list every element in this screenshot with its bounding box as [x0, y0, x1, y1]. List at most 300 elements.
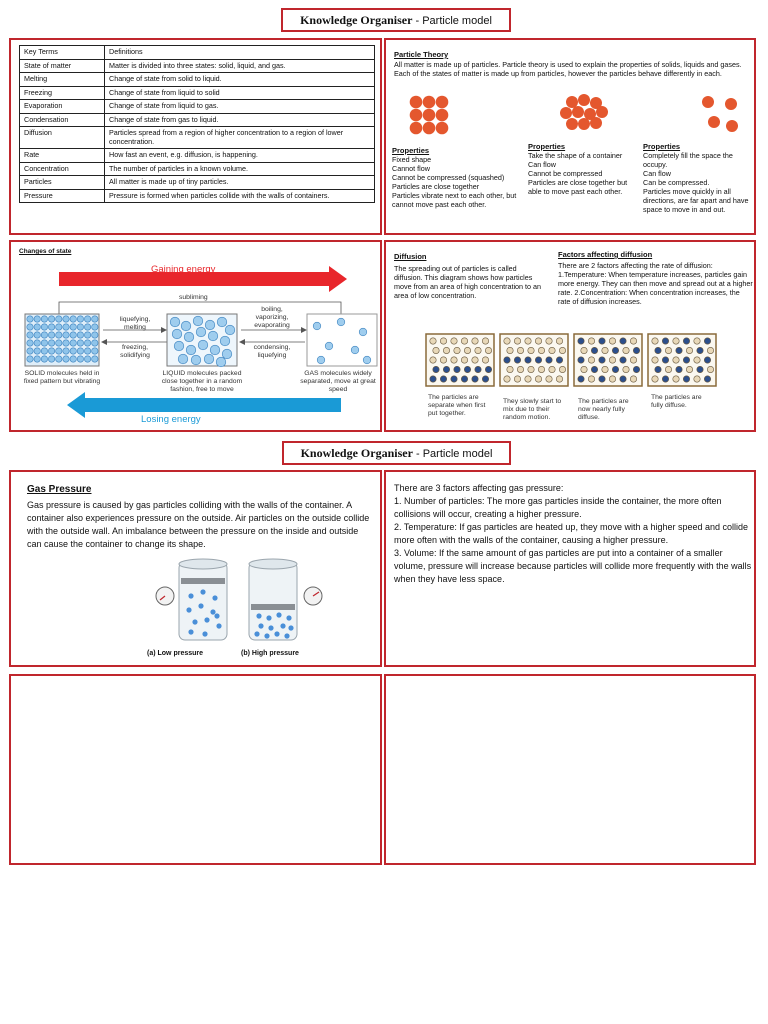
table-row — [20, 73, 375, 87]
particle — [217, 317, 227, 327]
diffusion-factors-heading: Factors affecting diffusion — [558, 250, 653, 259]
particle — [84, 348, 90, 354]
particle — [410, 96, 423, 109]
gas-pressure-text: Gas pressure is caused by gas particles colliding with the walls of the container. A container also experiences pressure on the outside. Air particles on the outside collide with the outside wall. An imbalance between the pressure on the inside and outside can cause the container to change its shape. — [27, 500, 370, 549]
particle — [186, 607, 191, 612]
particle — [208, 331, 218, 341]
particle — [464, 347, 470, 353]
particle — [70, 340, 76, 346]
term: State of matter — [20, 59, 105, 73]
particle — [556, 376, 562, 382]
particle — [423, 96, 436, 109]
term: Melting — [20, 73, 105, 87]
particle — [317, 356, 325, 364]
particle-theory-panel — [384, 38, 756, 235]
particle — [77, 340, 83, 346]
gas-particles-icon — [702, 96, 738, 132]
particle — [258, 623, 263, 628]
gas-pressure-heading: Gas Pressure — [27, 484, 92, 495]
diffusion-caption: The particles are fully diffuse. — [651, 394, 702, 409]
term: Condensation — [20, 113, 105, 127]
particle — [48, 324, 54, 330]
particle — [70, 324, 76, 330]
particle — [193, 316, 203, 326]
particle — [602, 366, 608, 372]
particle — [572, 106, 584, 118]
losing-energy-arrow — [67, 392, 341, 418]
table-row — [20, 59, 375, 73]
particle — [198, 340, 208, 350]
particle — [588, 338, 594, 344]
particle — [662, 357, 668, 363]
key-terms-panel — [9, 38, 382, 235]
particle — [430, 357, 436, 363]
particle — [172, 329, 182, 339]
gaining-energy-label: Gaining energy — [151, 264, 216, 275]
particle — [174, 341, 184, 351]
particle — [538, 347, 544, 353]
particle — [630, 338, 636, 344]
definition: Pressure is formed when particles collide with the walls of containers. — [105, 189, 375, 203]
particle — [84, 340, 90, 346]
particle — [202, 631, 207, 636]
term: Pressure — [20, 189, 105, 203]
particle — [726, 120, 738, 132]
particle — [188, 593, 193, 598]
particle — [546, 338, 552, 344]
table-row — [20, 100, 375, 114]
particle — [599, 357, 605, 363]
particle — [436, 122, 449, 135]
particle — [286, 615, 291, 620]
particle — [84, 324, 90, 330]
particle — [63, 316, 69, 322]
particle — [56, 340, 62, 346]
definition: Matter is divided into three states: solid, liquid, and gas. — [105, 59, 375, 73]
particle — [34, 348, 40, 354]
changes-of-state-heading: Changes of state — [19, 248, 72, 255]
particle — [92, 316, 98, 322]
definition: Change of state from liquid to gas. — [105, 100, 375, 114]
boiling-label: boiling, vaporizing, evaporating — [254, 306, 290, 329]
page2-title: Knowledge Organiser - Particle model — [282, 441, 511, 465]
table-row — [20, 149, 375, 163]
definition: How fast an event, e.g. diffusion, is happening. — [105, 149, 375, 163]
particle — [546, 357, 552, 363]
particle — [440, 376, 446, 382]
losing-energy-label: Losing energy — [141, 414, 201, 425]
particle — [27, 348, 33, 354]
particle — [436, 109, 449, 122]
particle — [34, 324, 40, 330]
liquid-caption: LIQUID molecules packed close together in a random fashion, free to move — [161, 370, 243, 393]
freezing-solidifying-label: freezing, solidifying — [120, 344, 150, 359]
particle — [472, 338, 478, 344]
particle — [683, 376, 689, 382]
particle — [704, 357, 710, 363]
particle — [673, 338, 679, 344]
particle — [27, 332, 33, 338]
diffusion-caption: They slowly start to mix due to their random motion. — [503, 398, 562, 421]
particle — [556, 338, 562, 344]
table-row — [20, 86, 375, 100]
particle — [216, 623, 221, 628]
particle — [697, 347, 703, 353]
particle — [200, 589, 205, 594]
particle — [633, 347, 639, 353]
particle — [620, 357, 626, 363]
factor-item: 1. Number of particles: The more gas particles inside the container, the more often collisions will occur, creating a higher pressure. — [394, 496, 722, 519]
particle — [694, 338, 700, 344]
particle — [337, 318, 345, 326]
particle — [461, 338, 467, 344]
diffusion-diagram — [386, 332, 756, 392]
particle — [214, 613, 219, 618]
table-row — [20, 176, 375, 190]
particle — [475, 366, 481, 372]
particle — [581, 347, 587, 353]
particle — [41, 348, 47, 354]
particle — [578, 376, 584, 382]
particle — [662, 376, 668, 382]
particle — [694, 376, 700, 382]
particle — [588, 376, 594, 382]
particle — [443, 366, 449, 372]
particle — [254, 631, 259, 636]
particle — [464, 366, 470, 372]
particle — [196, 327, 206, 337]
particle — [665, 347, 671, 353]
particle — [485, 366, 491, 372]
particle — [56, 348, 62, 354]
particle — [27, 316, 33, 322]
particle — [63, 332, 69, 338]
particle — [184, 332, 194, 342]
particle — [609, 338, 615, 344]
particle — [70, 316, 76, 322]
particle — [556, 357, 562, 363]
particle — [707, 347, 713, 353]
particle — [504, 338, 510, 344]
particle — [188, 629, 193, 634]
particle — [363, 356, 371, 364]
factors-intro: There are 3 factors affecting gas pressure: — [394, 483, 564, 493]
particle — [56, 356, 62, 362]
particle — [535, 338, 541, 344]
particle — [212, 595, 217, 600]
particle — [351, 346, 359, 354]
particle — [34, 332, 40, 338]
particle — [591, 366, 597, 372]
particle — [77, 356, 83, 362]
subliming-label: subliming — [179, 294, 208, 301]
particle — [702, 96, 714, 108]
particle — [655, 366, 661, 372]
header-key-terms: Key Terms — [20, 46, 105, 60]
changes-of-state-panel — [9, 240, 382, 432]
particle — [264, 633, 269, 638]
particle — [609, 376, 615, 382]
particle — [186, 345, 196, 355]
particle — [686, 366, 692, 372]
definition: Change of state from gas to liquid. — [105, 113, 375, 127]
diffusion-caption: The particles are separate when first put together. — [428, 394, 486, 417]
particle — [191, 355, 201, 365]
particle — [181, 321, 191, 331]
definition: Change of state from liquid to solid — [105, 86, 375, 100]
particle — [204, 617, 209, 622]
particle — [210, 345, 220, 355]
particle — [451, 357, 457, 363]
particle — [472, 376, 478, 382]
particle — [430, 338, 436, 344]
condensing-label: condensing, liquefying — [253, 344, 291, 359]
particle — [170, 317, 180, 327]
diffusion-caption: The particles are now nearly fully diffuse. — [578, 398, 629, 421]
solid-property: Particles are close together — [392, 182, 480, 191]
particle — [482, 376, 488, 382]
particle — [454, 347, 460, 353]
solid-properties-heading: Properties — [392, 146, 430, 155]
particle — [676, 366, 682, 372]
particle — [525, 357, 531, 363]
particle — [538, 366, 544, 372]
particle — [220, 336, 230, 346]
particle — [41, 332, 47, 338]
particle — [63, 324, 69, 330]
term: Diffusion — [20, 127, 105, 149]
particle — [77, 348, 83, 354]
particle — [256, 613, 261, 618]
particle — [507, 347, 513, 353]
solid-caption: SOLID molecules held in fixed pattern but vibrating — [23, 370, 101, 385]
gas-property: Particles move quickly in all directions, are far apart and have space to move in and out. — [643, 187, 749, 214]
particle — [34, 340, 40, 346]
particle — [461, 357, 467, 363]
particle — [652, 338, 658, 344]
particle — [566, 96, 578, 108]
particle — [440, 357, 446, 363]
low-pressure-label: (a) Low pressure — [147, 650, 204, 657]
particle — [559, 347, 565, 353]
particle — [198, 603, 203, 608]
particle-diagrams — [386, 94, 756, 144]
particle — [623, 347, 629, 353]
particle — [210, 609, 215, 614]
definition: The number of particles in a known volume. — [105, 162, 375, 176]
particle — [204, 354, 214, 364]
particle — [313, 322, 321, 330]
particle — [694, 357, 700, 363]
particle — [433, 347, 439, 353]
gas-caption: GAS molecules widely separated, move at great speed — [300, 370, 376, 393]
liquid-property: Can flow — [528, 160, 556, 169]
particle — [48, 340, 54, 346]
particle — [92, 340, 98, 346]
term: Particles — [20, 176, 105, 190]
particle — [63, 340, 69, 346]
particle — [591, 347, 597, 353]
particle — [34, 356, 40, 362]
particle — [581, 366, 587, 372]
particle — [84, 316, 90, 322]
solid-property: Cannot be compressed (squashed) — [392, 173, 505, 182]
particle — [41, 340, 47, 346]
particle — [41, 324, 47, 330]
particle — [683, 357, 689, 363]
particle — [433, 366, 439, 372]
particle — [528, 347, 534, 353]
particle — [48, 356, 54, 362]
liquid-properties-heading: Properties — [528, 142, 566, 151]
particle — [662, 338, 668, 344]
table-row — [20, 113, 375, 127]
particle — [440, 338, 446, 344]
particle — [566, 118, 578, 130]
particle — [225, 325, 235, 335]
term: Rate — [20, 149, 105, 163]
particle — [676, 347, 682, 353]
particle — [504, 357, 510, 363]
particle — [620, 338, 626, 344]
particle — [535, 357, 541, 363]
particle — [725, 98, 737, 110]
particle — [633, 366, 639, 372]
particle — [288, 625, 293, 630]
liquid-property: Cannot be compressed — [528, 169, 603, 178]
particle — [707, 366, 713, 372]
particle — [578, 357, 584, 363]
empty-panel-right — [384, 674, 756, 865]
particle — [48, 316, 54, 322]
particle — [34, 316, 40, 322]
particle — [430, 376, 436, 382]
particle — [686, 347, 692, 353]
particle — [70, 356, 76, 362]
particle — [588, 357, 594, 363]
particle — [630, 357, 636, 363]
particle — [546, 376, 552, 382]
particle — [359, 328, 367, 336]
particle — [517, 347, 523, 353]
particle — [599, 376, 605, 382]
particle — [451, 338, 457, 344]
particle — [514, 357, 520, 363]
factor-item: 2. Temperature: If gas particles are heated up, they move with a higher speed and collide more often with the walls of the container, causing a higher pressure. — [394, 522, 749, 545]
liquid-particles-icon — [560, 94, 608, 130]
gas-pressure-factors-panel — [384, 470, 756, 667]
particle — [528, 366, 534, 372]
particle — [475, 347, 481, 353]
liquefying-melting-label: liquefying, melting — [119, 316, 151, 331]
particle — [697, 366, 703, 372]
particle — [443, 347, 449, 353]
particle — [596, 106, 608, 118]
particle — [704, 338, 710, 344]
particle-theory-intro: All matter is made up of particles. Particle theory is used to explain the properties of solids, liquids and gases. Each of the states of matter is made up from particles, however the particles behave differently in each. — [394, 60, 742, 78]
particle — [222, 349, 232, 359]
particle — [27, 324, 33, 330]
particle — [70, 332, 76, 338]
particle — [410, 122, 423, 135]
definition: Particles spread from a region of higher concentration to a region of lower concentration. — [105, 127, 375, 149]
high-pressure-label: (b) High pressure — [241, 650, 299, 657]
gas-property: Completely fill the space the occupy. — [643, 151, 733, 169]
particle — [92, 348, 98, 354]
particle — [514, 376, 520, 382]
solid-property: Particles vibrate next to each other, but cannot move past each other. — [392, 191, 517, 209]
particle — [482, 338, 488, 344]
particle — [41, 356, 47, 362]
particle — [27, 340, 33, 346]
table-row — [20, 189, 375, 203]
particle — [77, 324, 83, 330]
particle — [560, 107, 572, 119]
header-definitions: Definitions — [105, 46, 375, 60]
particle — [451, 376, 457, 382]
particle — [652, 357, 658, 363]
diffusion-heading: Diffusion — [394, 252, 427, 261]
particle — [549, 366, 555, 372]
table-row — [20, 127, 375, 149]
diffusion-text: The spreading out of particles is called diffusion. This diagram shows how particles move from an area of high concentration to an area of low concentration. — [394, 264, 542, 300]
particle — [549, 347, 555, 353]
particle — [77, 316, 83, 322]
particle — [525, 338, 531, 344]
key-terms-table — [19, 45, 375, 203]
gas-property: Can be compressed. — [643, 178, 710, 187]
particle — [514, 338, 520, 344]
particle — [454, 366, 460, 372]
particle — [578, 118, 590, 130]
particle — [266, 615, 271, 620]
particle — [77, 332, 83, 338]
particle-theory-heading: Particle Theory — [394, 50, 449, 59]
page1-title: Knowledge Organiser - Particle model — [281, 8, 511, 32]
empty-panel-left — [9, 674, 382, 865]
particle — [578, 94, 590, 106]
particle — [178, 354, 188, 364]
particle — [56, 316, 62, 322]
factor-item: 3. Volume: If the same amount of gas particles are put into a container of a smaller volume, pressure will increase because particles will collide more frequently with the walls when they have less space. — [394, 548, 752, 584]
particle — [84, 332, 90, 338]
particle — [472, 357, 478, 363]
particle — [216, 357, 226, 367]
particle — [268, 625, 273, 630]
solid-particles-icon — [410, 96, 449, 135]
gas-property: Can flow — [643, 169, 671, 178]
particle — [683, 338, 689, 344]
particle — [410, 109, 423, 122]
particle — [602, 347, 608, 353]
table-row — [20, 162, 375, 176]
liquid-properties — [528, 142, 636, 196]
solid-properties — [392, 146, 518, 209]
particle — [559, 366, 565, 372]
particle — [423, 109, 436, 122]
particle — [652, 376, 658, 382]
particle — [620, 376, 626, 382]
particle — [280, 623, 285, 628]
particle — [205, 320, 215, 330]
term: Concentration — [20, 162, 105, 176]
gas-pressure-diagram — [141, 556, 331, 646]
particle — [578, 338, 584, 344]
particle — [284, 633, 289, 638]
particle — [325, 342, 333, 350]
particle — [590, 117, 602, 129]
gas-properties — [643, 142, 756, 214]
